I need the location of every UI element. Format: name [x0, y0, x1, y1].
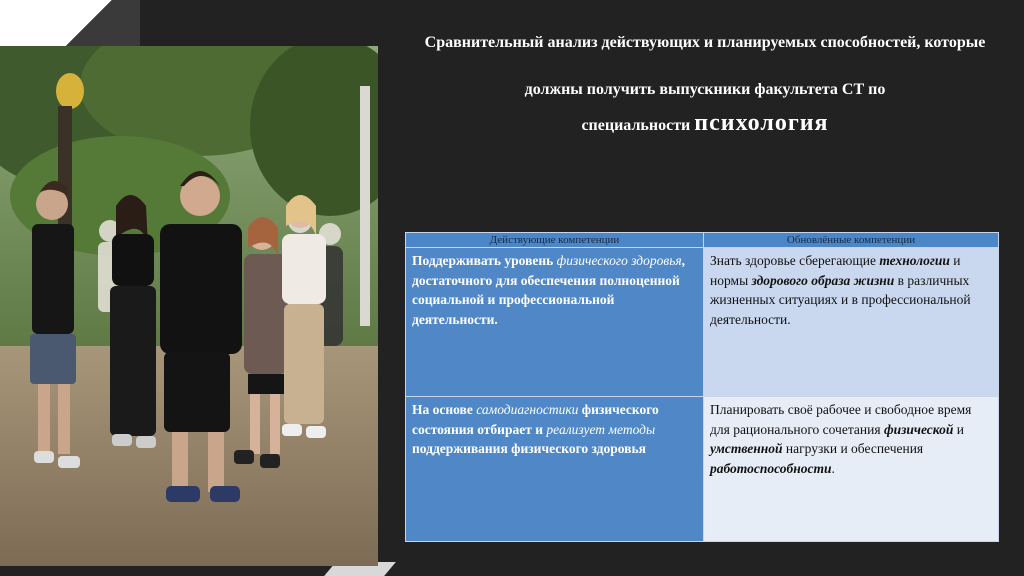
- cell-text-italic: физического здоровья: [556, 253, 682, 268]
- cell-text-emphasis: технологии: [879, 253, 950, 268]
- cell-text: и нормы: [710, 253, 961, 288]
- cell-text: поддерживания физического здоровья: [412, 441, 646, 456]
- cell-text: и: [956, 421, 964, 437]
- cell-text: , достаточного для обеспечения полноценной социальной и профессиональной деятельности.: [412, 253, 686, 327]
- cell-text: На основе: [412, 402, 473, 417]
- header-updated: Обновлённые компетенции: [704, 233, 999, 248]
- cell-text: Поддерживать уровень: [412, 253, 554, 268]
- header-current: Действующие компетенции: [406, 233, 704, 248]
- cell-text-emphasis: здорового образа жизни: [751, 272, 895, 288]
- cell-text: нагрузки и обеспечения: [785, 441, 924, 456]
- title-line-3: [400, 105, 1010, 144]
- cell-text: физического состояния отбирает и: [412, 402, 659, 437]
- title-line-3-prefix: специальности: [581, 117, 691, 134]
- cell-text-emphasis: физической: [883, 421, 954, 437]
- updated-competency-cell: [704, 248, 999, 397]
- current-competency-cell: [406, 397, 704, 542]
- slide-title: [400, 30, 1010, 144]
- title-line-1: Сравнительный анализ действующих и планируемых способностей, которые: [424, 34, 986, 51]
- table-header-row: [406, 233, 999, 248]
- cell-text: .: [831, 460, 835, 476]
- updated-competency-cell: [704, 397, 999, 542]
- competencies-table: [405, 232, 999, 542]
- students-photo: [0, 46, 378, 566]
- title-line-2: должны получить выпускники факультета СТ по: [524, 81, 886, 98]
- corner-decoration: [0, 0, 140, 46]
- cell-text-italic: реализует методы: [546, 421, 656, 437]
- title-specialty: психология: [694, 110, 829, 136]
- table-row: [406, 397, 999, 542]
- cell-text: Знать здоровье сберегающие: [710, 253, 876, 268]
- cell-text-emphasis: работоспособности: [710, 460, 832, 476]
- cell-text-italic: самодиагностики: [476, 402, 579, 417]
- table-row: [406, 248, 999, 397]
- cell-text: в различных жизненных ситуациях и в профессиональной деятельности.: [710, 272, 971, 327]
- current-competency-cell: [406, 248, 704, 397]
- cell-text-emphasis: умственной: [710, 441, 783, 456]
- cell-text: Планировать своё рабочее и свободное время для рационального сочетания: [710, 402, 972, 437]
